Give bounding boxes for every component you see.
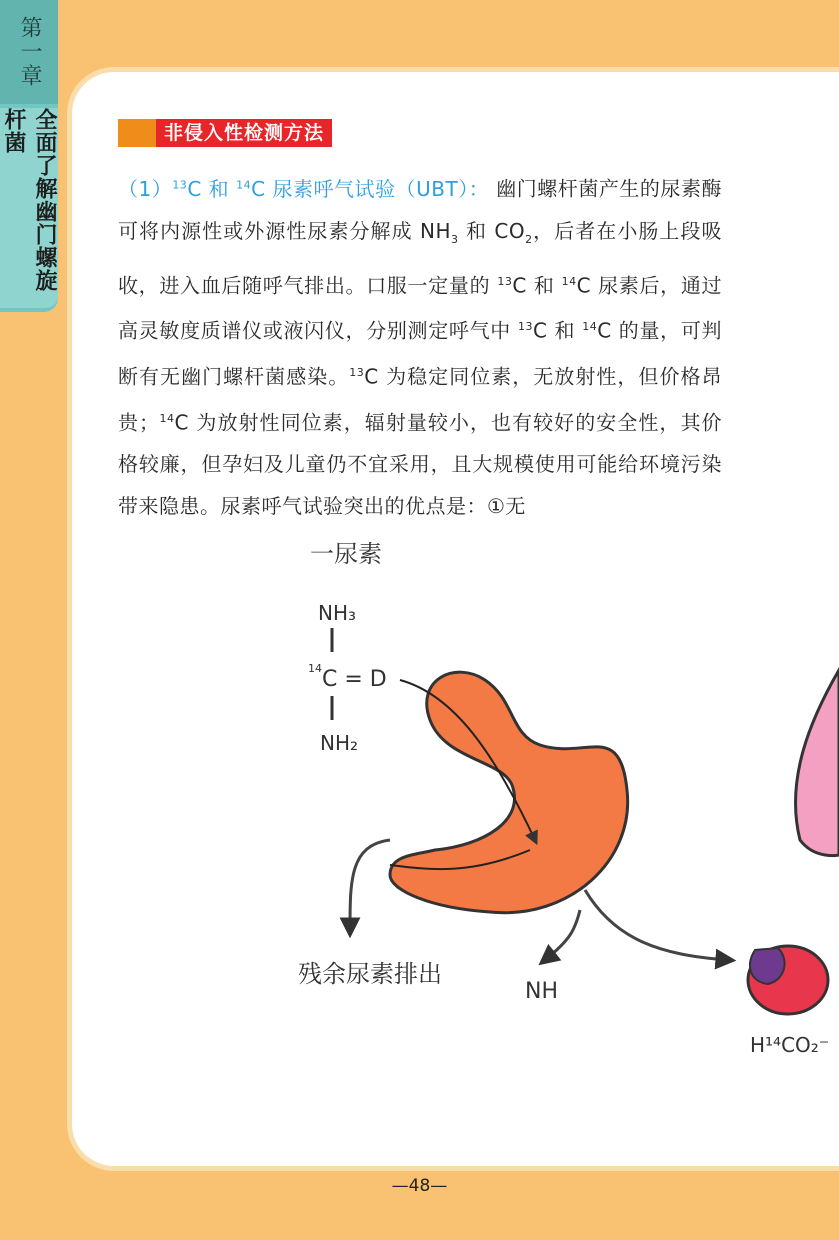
section-heading	[118, 118, 332, 148]
berry-leaf-icon	[750, 948, 785, 984]
heading-text: 非侵入性检测方法	[156, 119, 332, 147]
nh-arrow	[545, 910, 580, 960]
carbon-isotope-label: 14	[308, 662, 322, 675]
chapter-number: 第一章	[0, 0, 58, 104]
urea-breath-test-illustration	[240, 520, 839, 1080]
residual-arrow	[350, 840, 390, 930]
carbon-label: C = D	[322, 667, 387, 692]
nh2-label: NH₂	[320, 731, 359, 755]
heading-marker	[118, 119, 156, 147]
lead-title: $(1)^{13}C$ 和 $^{14}$C 尿素呼气试验（UBT）：	[118, 176, 490, 201]
residual-label: 残余尿素排出	[298, 960, 442, 988]
co2-arrow	[585, 890, 728, 960]
body-paragraph: $(1)^{13}C$ 和 $^{14}$C 尿素呼气试验（UBT）： 幽门螺杆菌产生的尿素酶可将内源性或外源性尿素分解成 $NH_3$ 和 $CO_2$，后者在小肠上段吸收，进入血后随呼气排出。口服一定量的 $^{13}$C 和 $^{14}$C 尿素后，通过高灵敏度质谱仪或液闪仪，分别测定呼气中 $^{13}$C 和 $^{14}$C 的量，可判断有无幽门螺杆菌感染。$^{13}$C 为稳定同位素，无放射性，但价格昂贵；$^{14}$C 为放射性同位素，辐射量较小，也有较好的安全性，其价格较廉，但孕妇及儿童仍不宜采用，且大规模使用可能给环境污染带来隐患。尿素呼气试验突出的优点是：①无	[118, 176, 723, 519]
stomach-icon	[390, 672, 628, 913]
nh3-label: NH₃	[318, 601, 357, 625]
lung-icon	[796, 670, 839, 856]
nh-label: NH	[525, 979, 558, 1004]
page-number: —48—	[391, 1176, 448, 1196]
urea-label: 一尿素	[310, 540, 382, 568]
co2-label: H¹⁴CO₂⁻	[750, 1033, 830, 1057]
chapter-tab	[0, 0, 58, 312]
chapter-title: 全面了解幽门螺旋杆菌	[0, 108, 58, 308]
